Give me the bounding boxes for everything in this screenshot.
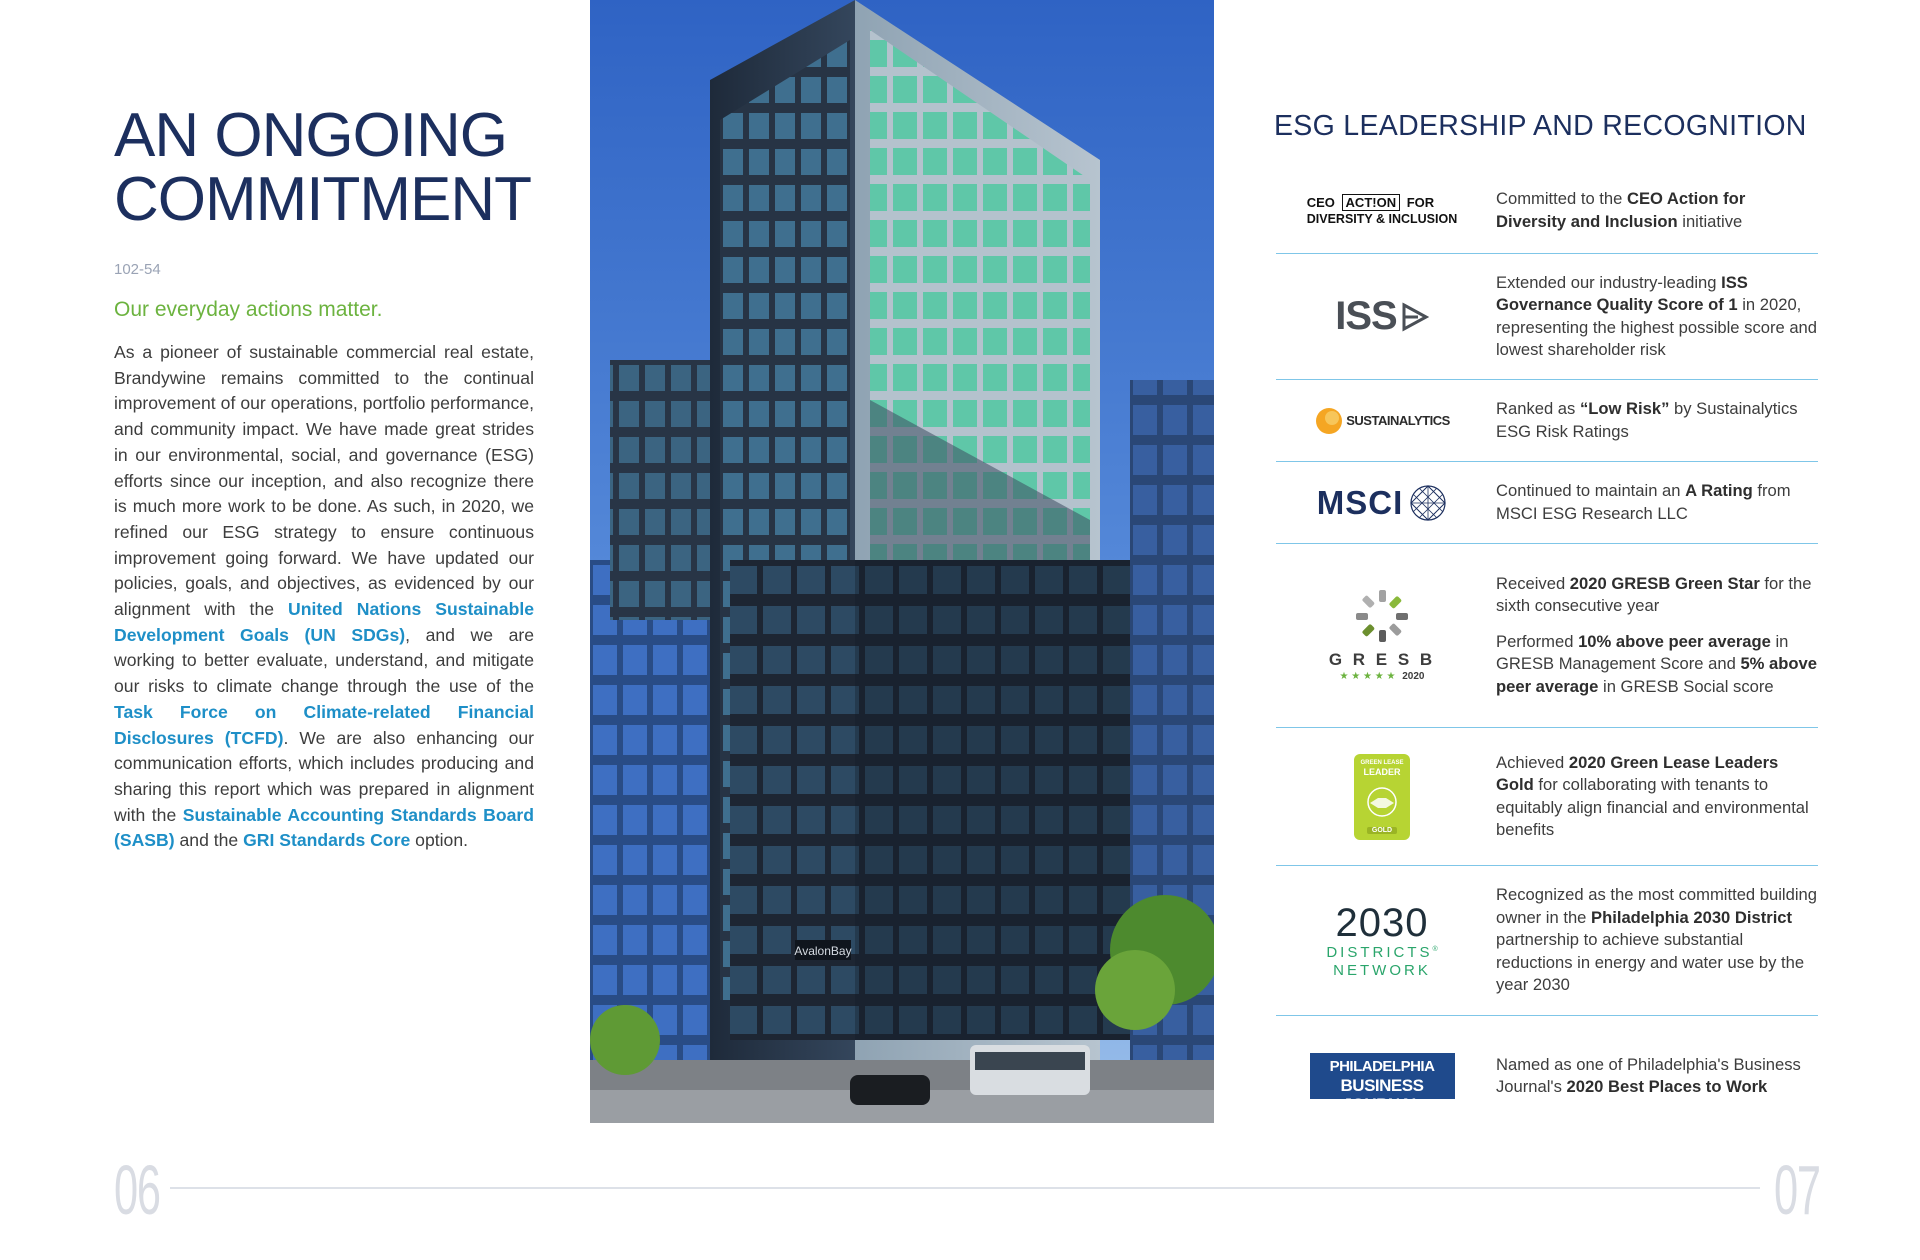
gresb-stars: ★ ★ ★ ★ ★	[1339, 671, 1396, 682]
msci-globe-icon	[1409, 484, 1447, 522]
section-title: ESG LEADERSHIP AND RECOGNITION	[1274, 110, 1807, 142]
text-segment: Performed	[1496, 631, 1579, 651]
text-segment: Received	[1496, 573, 1570, 593]
gri-disclosure-code: 102-54	[114, 261, 161, 278]
text-segment: partnership to achieve substantial reductions in energy and water use by the year 2030	[1496, 930, 1805, 995]
ceo-action-logo	[1276, 194, 1488, 228]
body-text-segment: . We are also enhancing our communication efforts, which includes producing and sharing this report which was prepared in alignment with the	[114, 727, 535, 825]
highlight-text: 10% above peer average	[1578, 631, 1771, 651]
body-link[interactable]: GRI Standards Core	[243, 830, 411, 851]
body-link[interactable]: Sustainable Accounting Standards Board (SASB)	[114, 804, 534, 851]
gresb-logo	[1276, 587, 1488, 684]
body-text-segment: and the	[174, 830, 244, 851]
d2030-logo-registered: ®	[1432, 946, 1438, 953]
text-segment: in GRESB Social score	[1598, 676, 1774, 696]
d2030-logo-network: NETWORK	[1333, 962, 1431, 979]
building-photo	[590, 0, 1214, 1123]
recognition-list	[1276, 168, 1818, 1136]
gresb-year: 2020	[1402, 671, 1425, 682]
text-segment: for the sixth consecutive year	[1496, 573, 1812, 616]
text-segment: initiative	[1677, 211, 1743, 231]
text-segment: in 2020, representing the highest possible score and lowest shareholder risk	[1496, 295, 1818, 359]
pbj-logo-line2: BUSINESS JOURNAL	[1340, 1076, 1424, 1114]
highlight-text: Philadelphia 2030 District	[1591, 907, 1793, 927]
iss-logo-text: ISS	[1335, 294, 1397, 338]
sustainalytics-sun-icon	[1314, 406, 1344, 436]
page-number-right: 07	[1774, 1151, 1820, 1229]
highlight-text: 2020 Best Places to Work	[1566, 1077, 1768, 1096]
msci-logo-text: MSCI	[1316, 483, 1404, 521]
body-paragraph	[114, 340, 534, 854]
body-link[interactable]: United Nations Sustainable Development Goals (UN SDGs)	[114, 599, 534, 645]
text-segment: Extended our industry-leading	[1496, 272, 1722, 292]
highlight-text: 2020 Green Lease Leaders Gold	[1496, 752, 1779, 794]
ceo-action-logo-ceo: CEO	[1306, 194, 1335, 210]
recognition-text-sustainalytics	[1488, 398, 1818, 443]
building-sign: AvalonBay	[794, 944, 852, 958]
iss-arrow-icon	[1401, 302, 1429, 332]
recognition-text-msci	[1488, 480, 1818, 525]
ceo-action-logo-line2: DIVERSITY & INCLUSION	[1306, 211, 1458, 226]
iss-logo	[1276, 294, 1488, 339]
gresb-ring-icon	[1353, 587, 1411, 645]
recognition-row-gresb	[1276, 544, 1818, 728]
recognition-row-msci	[1276, 462, 1818, 544]
body-link[interactable]: Task Force on Climate-related Financial Disclosures (TCFD)	[114, 701, 534, 748]
recognition-text-iss	[1488, 272, 1818, 362]
philadelphia-business-journal-logo	[1276, 1053, 1488, 1114]
highlight-text: CEO Action for Diversity and Inclusion	[1496, 189, 1746, 231]
subheading: Our everyday actions matter.	[114, 298, 383, 321]
recognition-text-2030-districts	[1488, 884, 1818, 997]
gll-logo-line2: LEADER	[1363, 766, 1401, 777]
page-title	[114, 101, 554, 234]
highlight-text: A Rating	[1685, 481, 1753, 500]
title-line-1: AN ONGOING	[114, 101, 508, 170]
text-segment: for collaborating with tenants to equitably align financial and environmental benefits	[1496, 775, 1809, 839]
highlight-text: 2020 GRESB Green Star	[1569, 573, 1760, 593]
body-text-segment: , and we are working to better evaluate, understand, and mitigate our risks to climate change through the use of the	[114, 624, 534, 697]
page-number-left: 06	[114, 1151, 160, 1229]
building-illustration	[590, 0, 1214, 1123]
text-segment: Recognized as the most committed building owner in the	[1496, 885, 1817, 927]
text-segment: Committed to the	[1496, 189, 1627, 208]
recognition-row-pbj	[1276, 1016, 1818, 1136]
msci-logo	[1276, 484, 1488, 522]
handshake-icon	[1362, 787, 1402, 817]
body-text-segment: As a pioneer of sustainable commercial real estate, Brandywine remains committed to the continual improvement of our operations, portfolio performance, and community impact. We have made great strides in our environmental, social, and governance (ESG) efforts since our inception, and also recognize there is much more work to be done. As such, in 2020, we refined our ESG strategy to ensure continuous improvement going forward. We have updated our policies, goals, and objectives, as evidenced by our alignment with the	[114, 342, 534, 620]
pbj-logo-line1: PHILADELPHIA	[1329, 1058, 1435, 1075]
sustainalytics-logo	[1276, 406, 1488, 436]
recognition-paragraph	[1496, 631, 1818, 699]
recognition-row-ceo-action	[1276, 168, 1818, 254]
footer-divider	[170, 1187, 1760, 1189]
recognition-paragraph	[1496, 573, 1818, 618]
text-segment: Ranked as	[1496, 399, 1580, 418]
title-line-2: COMMITMENT	[114, 165, 532, 234]
d2030-logo-districts: DISTRICTS	[1326, 944, 1433, 961]
highlight-text: “Low Risk”	[1579, 399, 1670, 418]
text-segment: Named as one of Philadelphia's Business Journal's	[1496, 1054, 1801, 1096]
text-segment: by Sustainalytics ESG Risk Ratings	[1496, 399, 1798, 441]
ceo-action-logo-for: FOR	[1406, 194, 1435, 210]
highlight-text: 5% above peer average	[1496, 654, 1817, 696]
recognition-text-ceo-action	[1488, 188, 1818, 233]
recognition-row-iss	[1276, 254, 1818, 380]
d2030-logo-number: 2030	[1335, 901, 1429, 945]
text-segment: Achieved	[1496, 752, 1569, 772]
gll-logo-line1: GREEN LEASE	[1360, 759, 1404, 766]
gll-logo-gold: GOLD	[1367, 827, 1397, 834]
2030-districts-logo	[1276, 903, 1488, 978]
green-lease-leader-logo	[1276, 754, 1488, 840]
text-segment: Continued to maintain an	[1496, 481, 1686, 500]
recognition-row-green-lease	[1276, 728, 1818, 866]
recognition-text-gresb	[1488, 573, 1818, 699]
recognition-row-2030-districts	[1276, 866, 1818, 1016]
sustainalytics-logo-text: SUSTAINALYTICS	[1346, 413, 1450, 428]
recognition-row-sustainalytics	[1276, 380, 1818, 462]
body-text-segment: option.	[410, 830, 468, 851]
gresb-logo-text: G R E S B	[1328, 650, 1436, 669]
text-segment: in GRESB Management Score and	[1496, 631, 1789, 674]
recognition-text-green-lease	[1488, 752, 1818, 842]
highlight-text: ISS Governance Quality Score of 1	[1496, 272, 1748, 314]
text-segment: from MSCI ESG Research LLC	[1496, 481, 1791, 523]
ceo-action-logo-box: ACT!ON	[1342, 194, 1401, 211]
recognition-text-pbj	[1488, 1054, 1818, 1099]
